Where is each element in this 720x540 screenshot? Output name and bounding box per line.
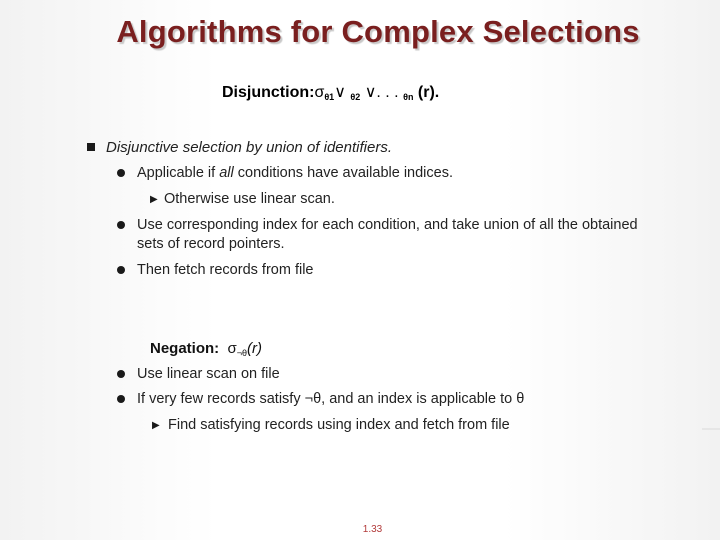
sigma-symbol: σ	[227, 340, 237, 357]
linear-scan-point: Use linear scan on file	[137, 366, 280, 382]
otherwise-point: Otherwise use linear scan.	[164, 191, 335, 207]
sigma-symbol: σ	[314, 84, 325, 101]
find-records-point: Find satisfying records using index and fetch from file	[168, 417, 510, 433]
or-symbol-2: ∨. . .	[364, 84, 399, 101]
disjunction-label: Disjunction:	[222, 84, 315, 101]
thetan-subscript: θn	[403, 92, 414, 102]
triangle-bullet-icon: ▶	[150, 194, 158, 205]
negation-argument: (r)	[247, 340, 263, 357]
union-point-line1: Use corresponding index for each condition, and take union of all the obtained	[137, 217, 638, 233]
dot-bullet-icon	[117, 370, 125, 378]
dot-bullet-icon	[117, 169, 125, 177]
union-point-line2: sets of record pointers.	[137, 236, 285, 252]
square-bullet-icon	[87, 143, 95, 151]
negation-label: Negation:	[150, 340, 220, 357]
or-symbol-1: ∨	[334, 84, 346, 101]
dot-bullet-icon	[117, 266, 125, 274]
dot-bullet-icon	[117, 221, 125, 229]
theta2-subscript: θ2	[350, 92, 361, 102]
dot-bullet-icon	[117, 395, 125, 403]
few-records-point: If very few records satisfy ¬θ, and an index is applicable to θ	[137, 391, 525, 407]
page-number: 1.33	[362, 524, 383, 535]
slide-title: Algorithms for Complex Selections	[116, 14, 640, 49]
applicable-point: Applicable if all conditions have available indices.	[137, 165, 453, 181]
edge-marker	[702, 428, 720, 430]
theta1-subscript: θ1	[324, 92, 335, 102]
triangle-bullet-icon: ▶	[152, 420, 160, 431]
relation-argument: (r).	[417, 84, 440, 101]
not-theta-subscript: ¬θ	[236, 348, 248, 358]
disjunctive-selection-point: Disjunctive selection by union of identifiers.	[106, 139, 392, 156]
disjunction-heading	[222, 82, 439, 102]
fetch-point: Then fetch records from file	[137, 262, 314, 278]
negation-heading	[150, 340, 262, 358]
